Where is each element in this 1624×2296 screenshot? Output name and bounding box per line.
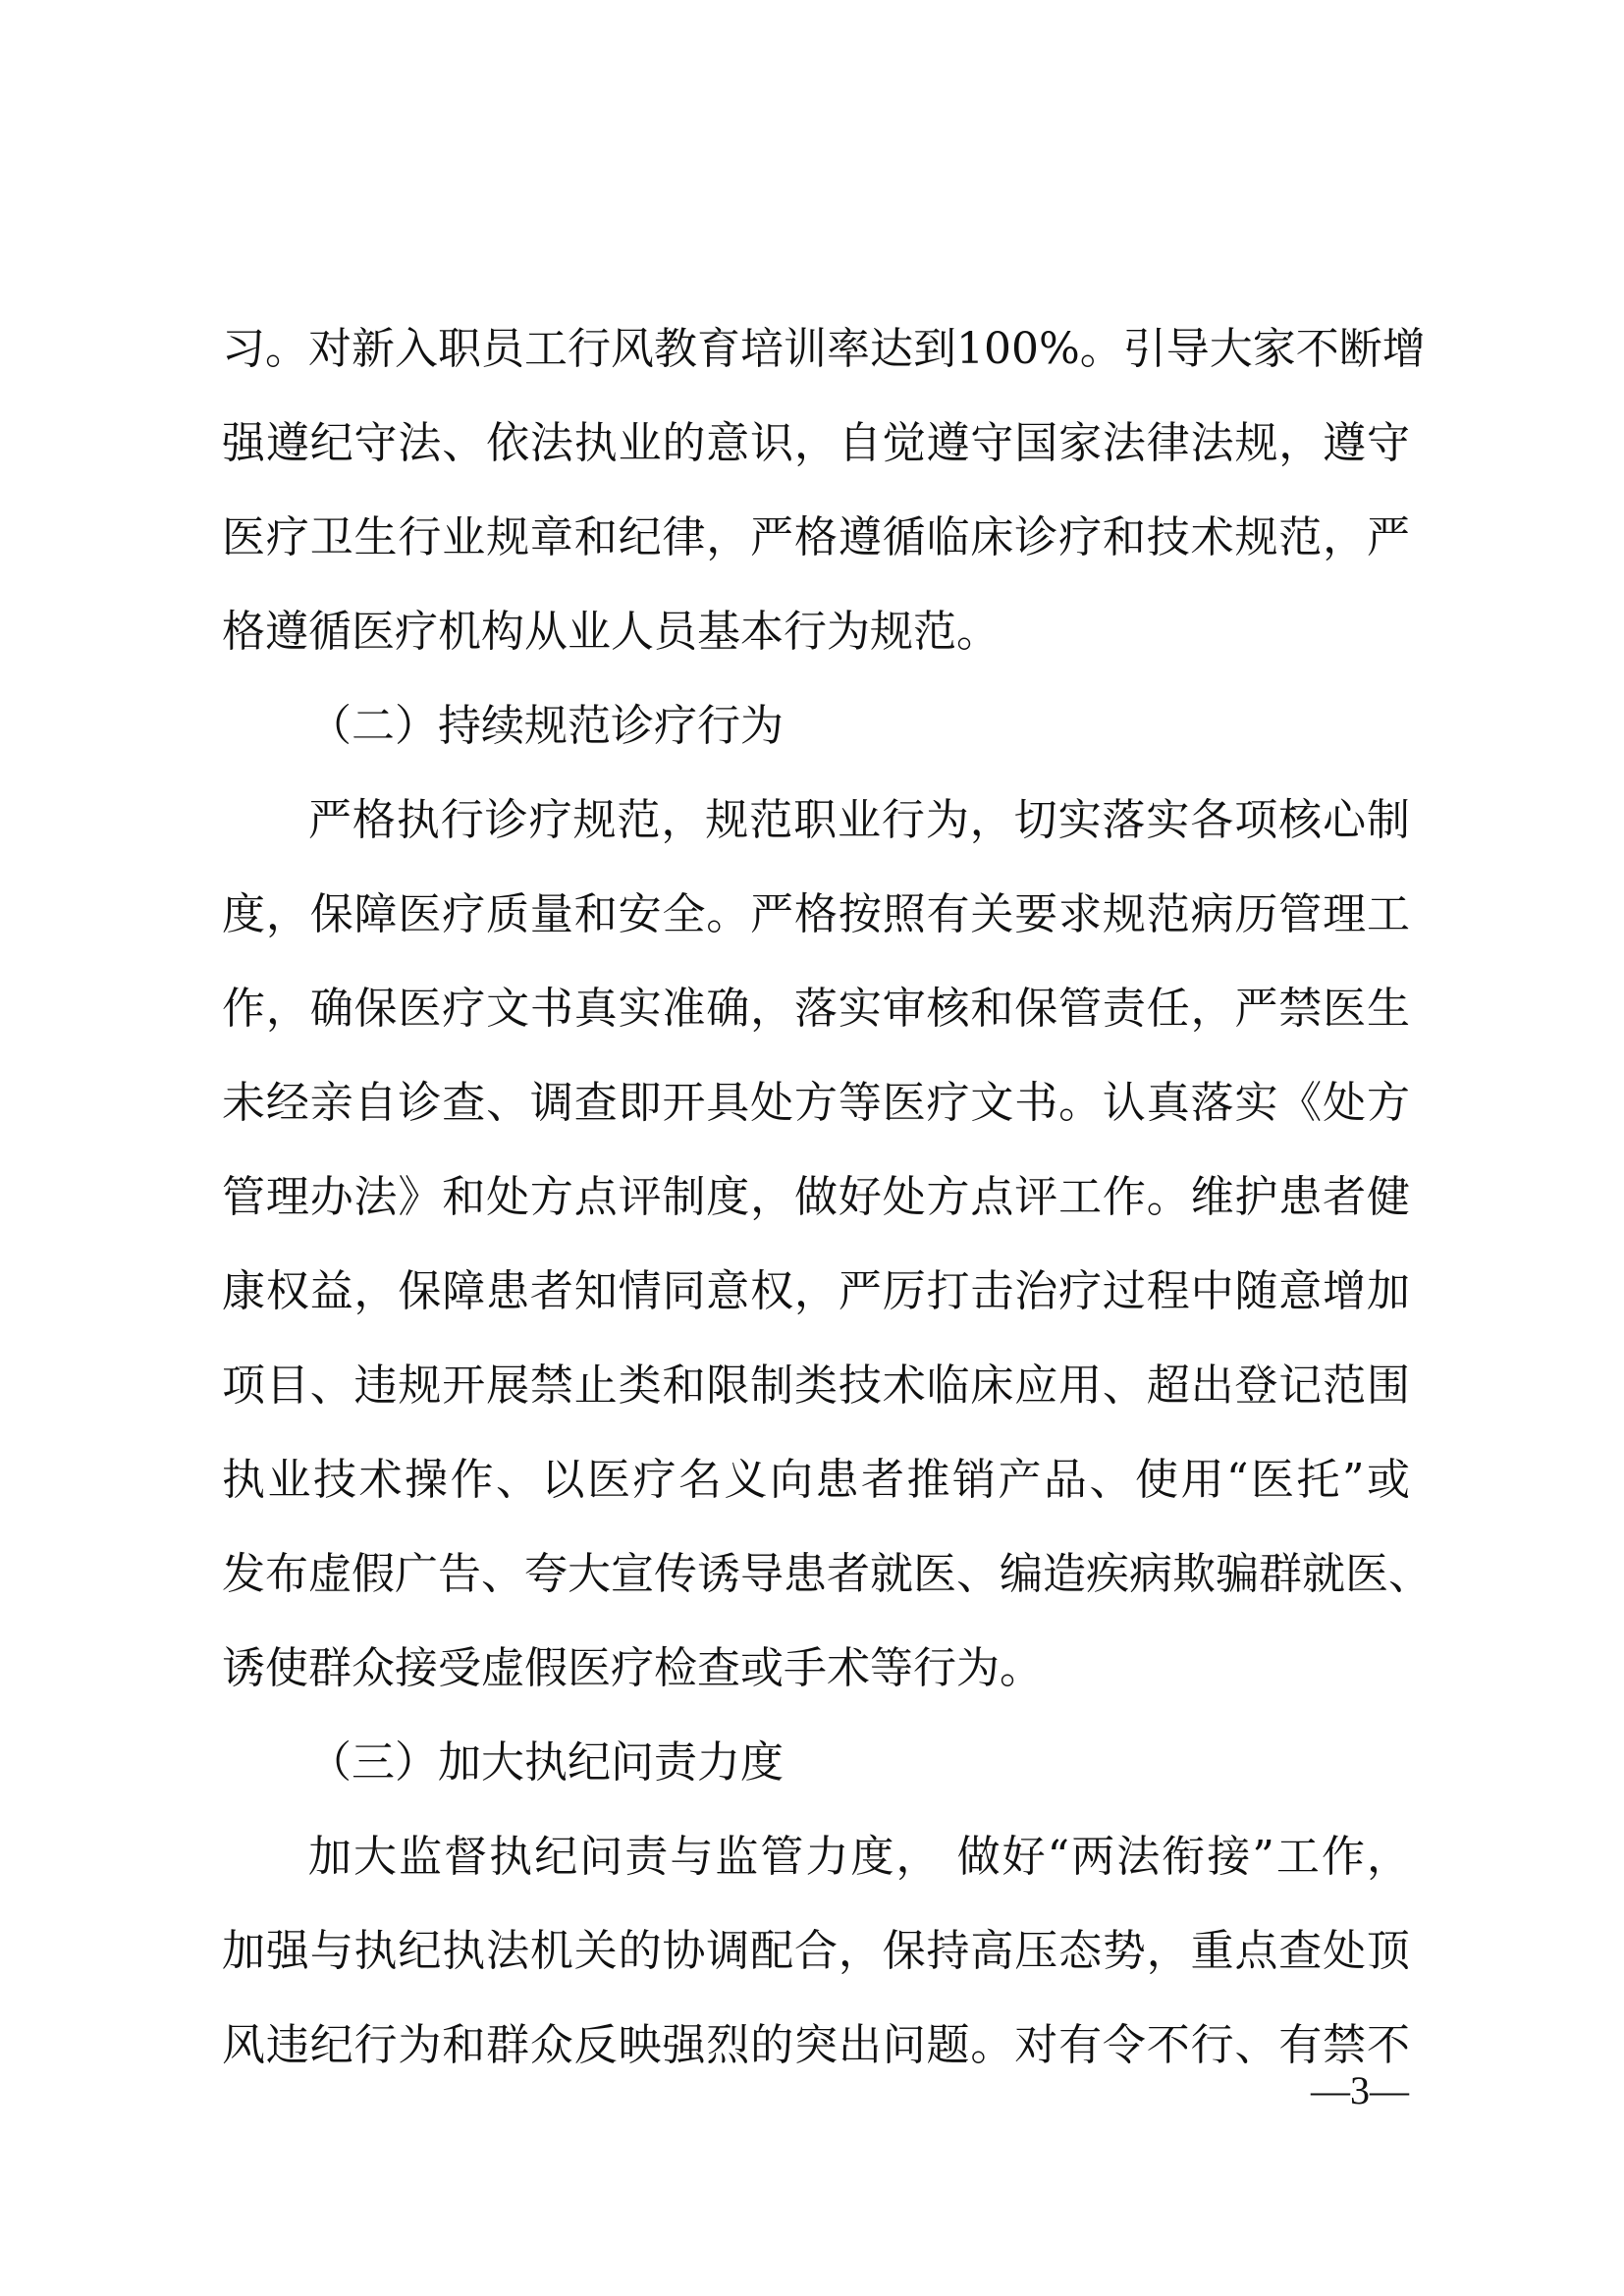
paragraph-line: 度，保障医疗质量和安全。严格按照有关要求规范病历管理工 [222, 889, 1410, 939]
section-heading: （三）加大执纪问责力度 [308, 1737, 784, 1788]
document-body [222, 302, 1432, 2093]
paragraph-line: 加强与执纪执法机关的协调配合，保持高压态势，重点查处顶 [222, 1926, 1410, 1976]
paragraph-line: 未经亲自诊查、调查即开具处方等医疗文书。认真落实《处方 [222, 1078, 1410, 1128]
paragraph-line: 格遵循医疗机构从业人员基本行为规范。 [222, 607, 1000, 657]
section-heading: （二）持续规范诊疗行为 [308, 701, 784, 751]
paragraph-line: 风违纪行为和群众反映强烈的突出问题。对有令不行、有禁不 [222, 2020, 1410, 2070]
paragraph-line: 医疗卫生行业规章和纪律，严格遵循临床诊疗和技术规范，严 [222, 512, 1410, 562]
paragraph-line: 严格执行诊疗规范，规范职业行为，切实落实各项核心制 [308, 795, 1410, 845]
paragraph-line: 管理办法》和处方点评制度，做好处方点评工作。维护患者健 [222, 1172, 1410, 1222]
page-number: —3— [1311, 2068, 1409, 2112]
paragraph-line: 诱使群众接受虚假医疗检查或手术等行为。 [222, 1643, 1043, 1693]
paragraph-line: 加大监督执纪问责与监管力度， 做好“两法衔接”工作， [308, 1832, 1410, 1882]
paragraph-line: 项目、违规开展禁止类和限制类技术临床应用、超出登记范围 [222, 1361, 1410, 1411]
paragraph-line: 作，确保医疗文书真实准确，落实审核和保管责任，严禁医生 [222, 984, 1410, 1034]
paragraph-line: 执业技术操作、以医疗名义向患者推销产品、使用“医托”或 [222, 1455, 1410, 1505]
paragraph-line: 康权益，保障患者知情同意权，严厉打击治疗过程中随意增加 [222, 1266, 1410, 1316]
paragraph-line: 强遵纪守法、依法执业的意识，自觉遵守国家法律法规，遵守 [222, 418, 1410, 468]
paragraph-line: 发布虚假广告、夸大宣传诱导患者就医、编造疾病欺骗群就医、 [222, 1549, 1432, 1599]
paragraph-line: 习。对新入职员工行风教育培训率达到100%。引导大家不断增 [222, 324, 1426, 374]
